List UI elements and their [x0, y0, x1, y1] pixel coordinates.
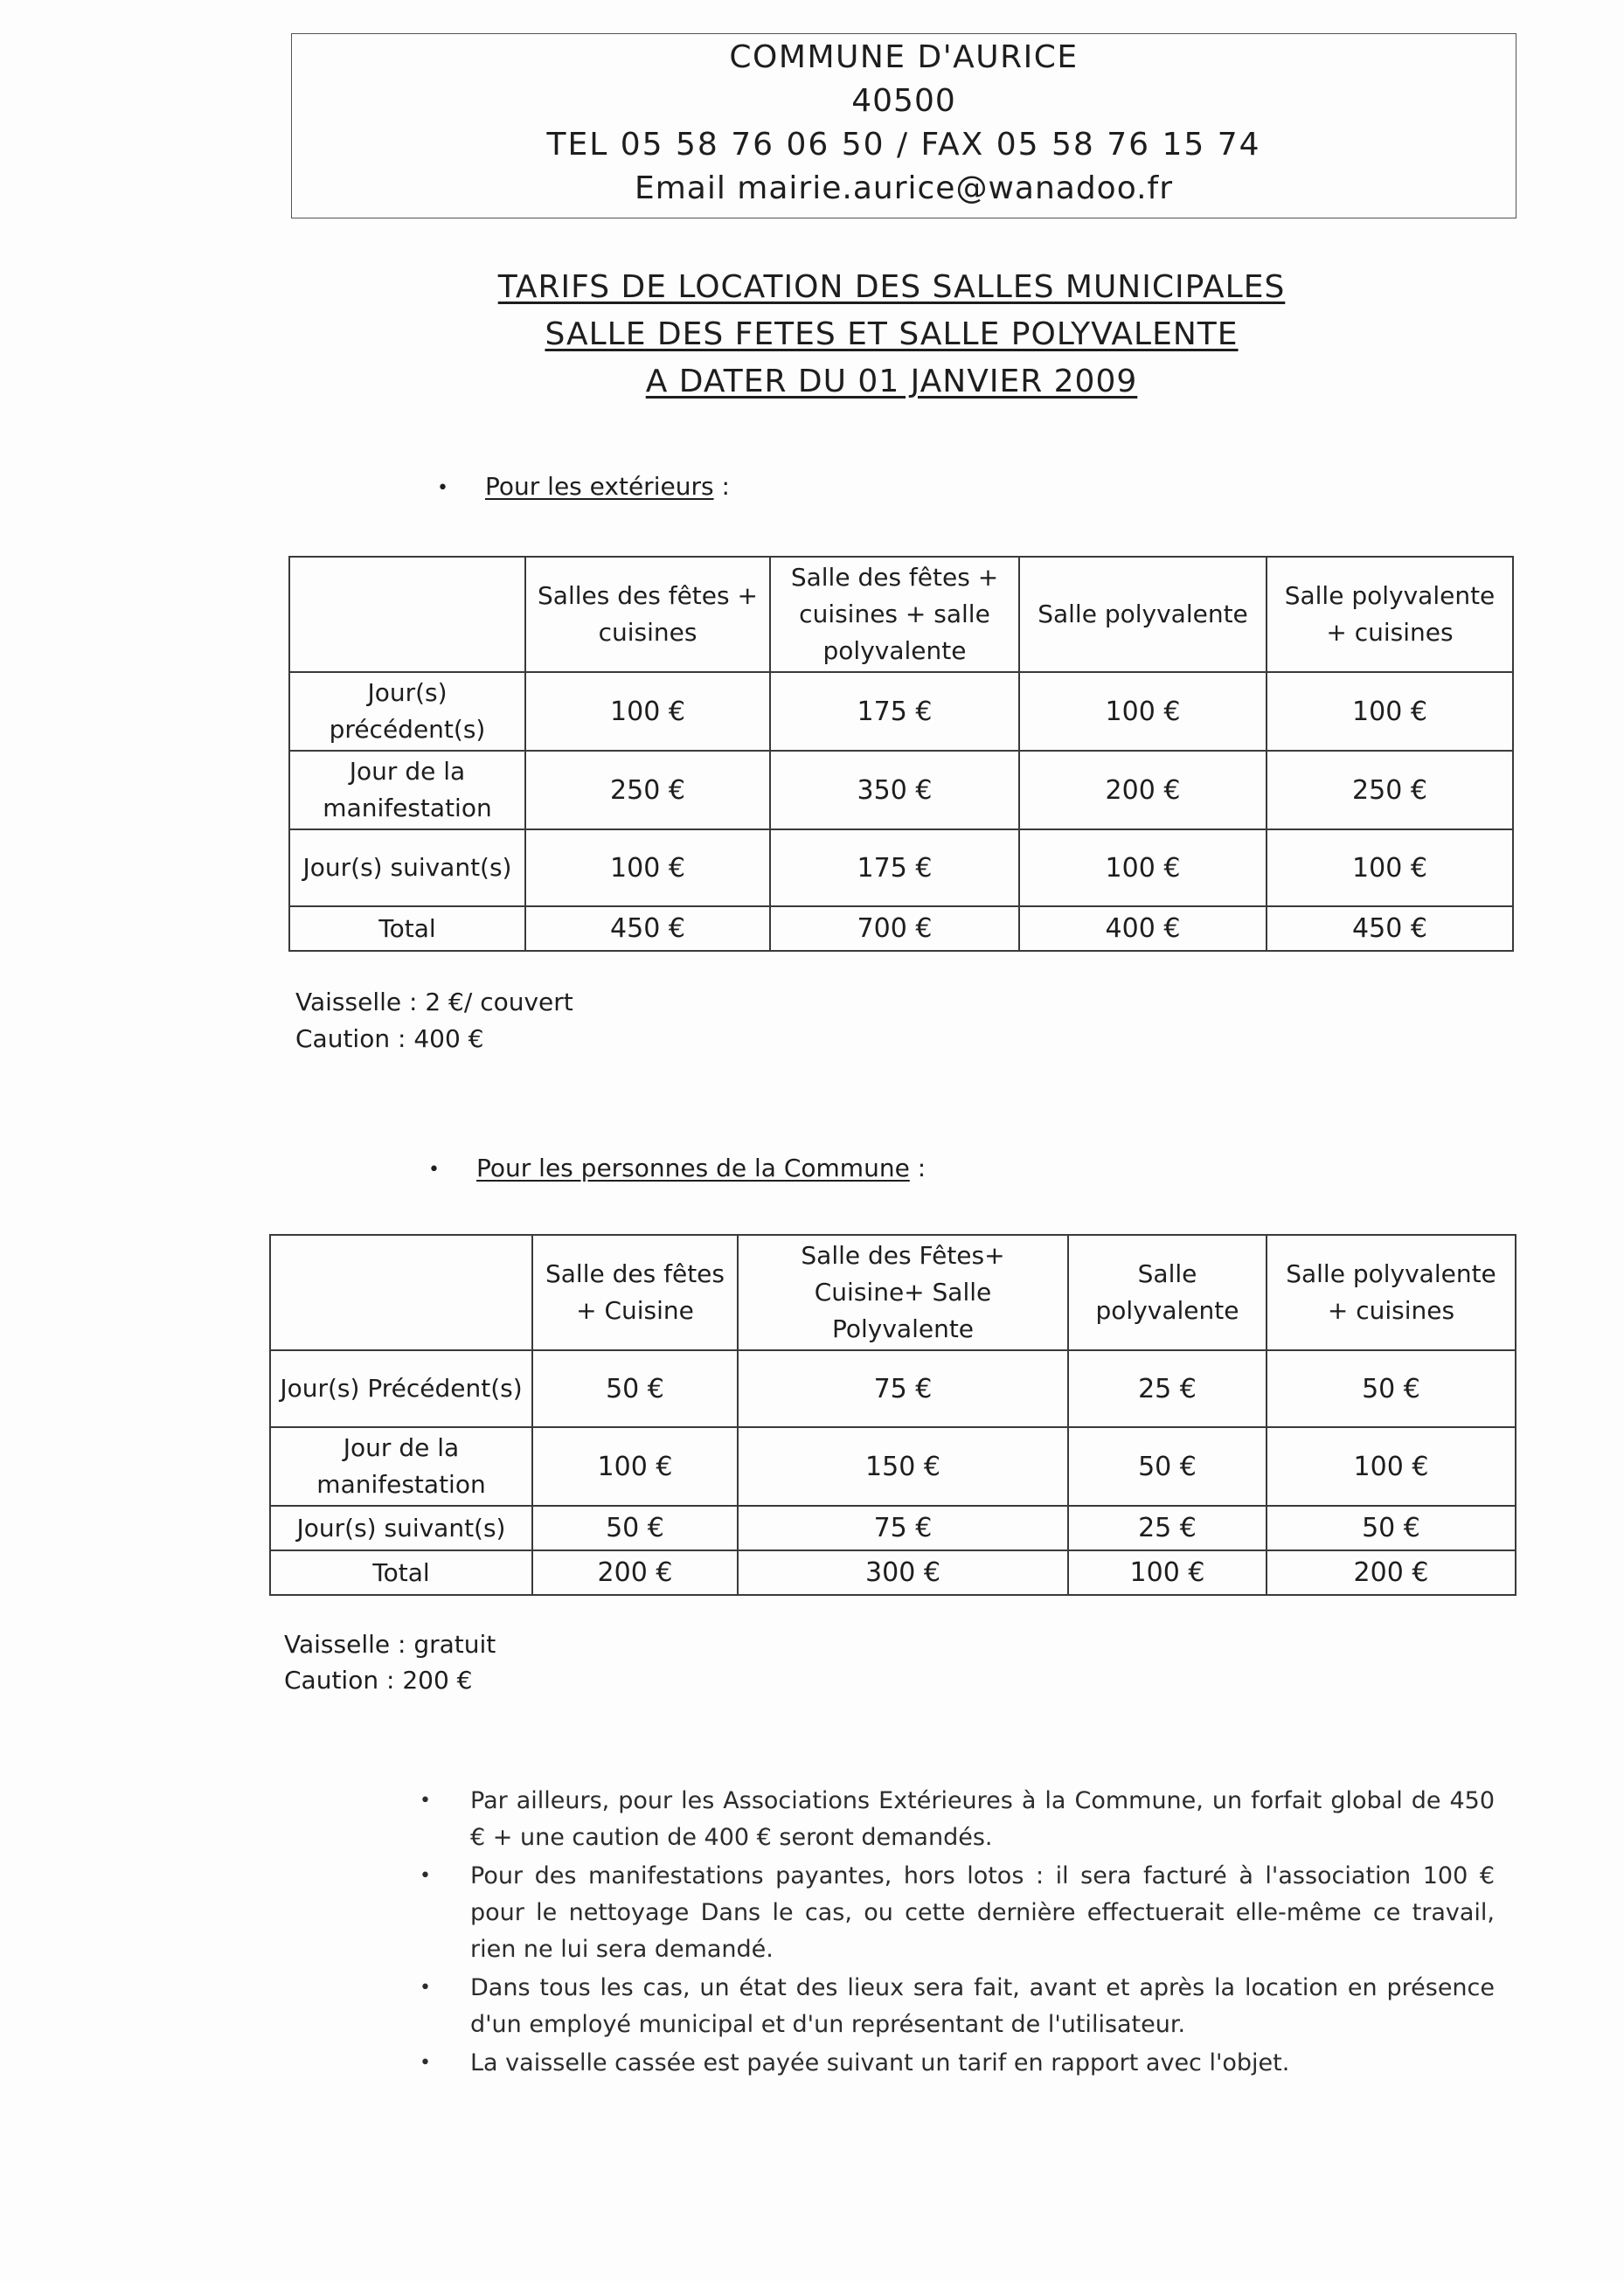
list-item: [411, 1970, 1495, 2043]
email-address: Email mairie.aurice@wanadoo.fr: [634, 170, 1174, 206]
section-label-suffix: :: [909, 1154, 927, 1182]
bullet-icon: •: [420, 1977, 431, 1999]
price-cell: 50 €: [1267, 1506, 1516, 1550]
total-cell: 700 €: [770, 906, 1019, 951]
price-cell: 100 €: [525, 829, 770, 906]
table-row: [289, 829, 1513, 906]
table-row: [289, 672, 1513, 751]
column-header: Salle polyvalente: [1019, 557, 1267, 672]
caution-note: Caution : 200 €: [284, 1666, 473, 1695]
total-cell: 300 €: [738, 1550, 1068, 1595]
row-label: Jour de la manifestation: [289, 751, 525, 829]
price-cell: 100 €: [1267, 1427, 1516, 1506]
price-cell: 25 €: [1068, 1506, 1267, 1550]
price-cell: 175 €: [770, 672, 1019, 751]
bullet-icon: •: [420, 2052, 431, 2074]
price-cell: 175 €: [770, 829, 1019, 906]
header-box: [291, 33, 1516, 218]
bullet-icon: •: [428, 1158, 440, 1181]
price-cell: 75 €: [738, 1350, 1068, 1427]
price-cell: 50 €: [1068, 1427, 1267, 1506]
tarifs-table-commune: [269, 1234, 1516, 1596]
bullet-icon: •: [420, 1865, 431, 1887]
list-item-text: La vaisselle cassée est payée suivant un tarif en rapport avec l'objet.: [470, 2049, 1290, 2076]
table-header-row: [270, 1235, 1516, 1350]
column-header: Salle polyvalente + cuisines: [1267, 557, 1513, 672]
row-label: Total: [270, 1550, 532, 1595]
empty-corner-cell: [289, 557, 525, 672]
row-label: Jour(s) suivant(s): [270, 1506, 532, 1550]
row-label: Jour de la manifestation: [270, 1427, 532, 1506]
price-cell: 150 €: [738, 1427, 1068, 1506]
column-header: Salles des fêtes + cuisines: [525, 557, 770, 672]
column-header: Salle polyvalente + cuisines: [1267, 1235, 1516, 1350]
table-total-row: [289, 906, 1513, 951]
list-item: [411, 2045, 1495, 2082]
row-label: Total: [289, 906, 525, 951]
total-cell: 200 €: [1267, 1550, 1516, 1595]
subtitle: SALLE DES FETES ET SALLE POLYVALENTE: [545, 316, 1239, 352]
table-row: [270, 1427, 1516, 1506]
column-header: Salle des Fêtes+ Cuisine+ Salle Polyvalente: [738, 1235, 1068, 1350]
list-item-text: Par ailleurs, pour les Associations Extérieures à la Commune, un forfait global de 450 € + une caution de 400 € seront demandés.: [470, 1787, 1495, 1851]
price-cell: 100 €: [1267, 672, 1513, 751]
bullet-icon: •: [420, 1790, 431, 1812]
total-cell: 450 €: [1267, 906, 1513, 951]
empty-corner-cell: [270, 1235, 532, 1350]
main-title: TARIFS DE LOCATION DES SALLES MUNICIPALES: [497, 269, 1286, 305]
price-cell: 100 €: [532, 1427, 738, 1506]
section-heading-exterieurs: [437, 472, 730, 501]
list-item-text: Dans tous les cas, un état des lieux sera fait, avant et après la location en présence d'un employé municipal et d'un représentant de l'utilisateur.: [470, 1974, 1495, 2038]
column-header: Salle des fêtes + Cuisine: [532, 1235, 738, 1350]
conditions-list: [411, 1783, 1495, 2083]
total-cell: 450 €: [525, 906, 770, 951]
price-cell: 25 €: [1068, 1350, 1267, 1427]
price-cell: 100 €: [1019, 672, 1267, 751]
vaisselle-note: Vaisselle : 2 €/ couvert: [295, 988, 573, 1016]
price-cell: 50 €: [532, 1506, 738, 1550]
list-item: [411, 1858, 1495, 1968]
price-cell: 250 €: [525, 751, 770, 829]
phone-fax: TEL 05 58 76 06 50 / FAX 05 58 76 15 74: [546, 127, 1261, 163]
table-header-row: [289, 557, 1513, 672]
column-header: Salle des fêtes + cuisines + salle polyvalente: [770, 557, 1019, 672]
price-cell: 100 €: [1267, 829, 1513, 906]
price-cell: 50 €: [1267, 1350, 1516, 1427]
table-total-row: [270, 1550, 1516, 1595]
table-row: [289, 751, 1513, 829]
effective-date: A DATER DU 01 JANVIER 2009: [645, 364, 1138, 399]
list-item: [411, 1783, 1495, 1856]
section-label-suffix: :: [713, 472, 730, 501]
row-label: Jour(s) suivant(s): [289, 829, 525, 906]
price-cell: 100 €: [525, 672, 770, 751]
section-label: Pour les extérieurs: [485, 472, 714, 501]
price-cell: 75 €: [738, 1506, 1068, 1550]
total-cell: 200 €: [532, 1550, 738, 1595]
postal-code: 40500: [851, 83, 956, 119]
row-label: Jour(s) précédent(s): [289, 672, 525, 751]
price-cell: 200 €: [1019, 751, 1267, 829]
bullet-icon: •: [437, 476, 448, 499]
total-cell: 400 €: [1019, 906, 1267, 951]
list-item-text: Pour des manifestations payantes, hors lotos : il sera facturé à l'association 100 € pour le nettoyage Dans le cas, ou cette dernière effectuerait elle-même ce travail, rien ne lui sera demandé.: [470, 1862, 1495, 1963]
section-label: Pour les personnes de la Commune: [476, 1154, 910, 1182]
caution-note: Caution : 400 €: [295, 1024, 484, 1053]
price-cell: 100 €: [1019, 829, 1267, 906]
price-cell: 350 €: [770, 751, 1019, 829]
row-label: Jour(s) Précédent(s): [270, 1350, 532, 1427]
table-row: [270, 1506, 1516, 1550]
column-header: Salle polyvalente: [1068, 1235, 1267, 1350]
section-heading-commune: [428, 1154, 926, 1182]
price-cell: 250 €: [1267, 751, 1513, 829]
commune-name: COMMUNE D'AURICE: [729, 39, 1079, 75]
price-cell: 50 €: [532, 1350, 738, 1427]
total-cell: 100 €: [1068, 1550, 1267, 1595]
table-row: [270, 1350, 1516, 1427]
tarifs-table-exterieurs: [288, 556, 1514, 952]
vaisselle-note: Vaisselle : gratuit: [284, 1630, 496, 1659]
